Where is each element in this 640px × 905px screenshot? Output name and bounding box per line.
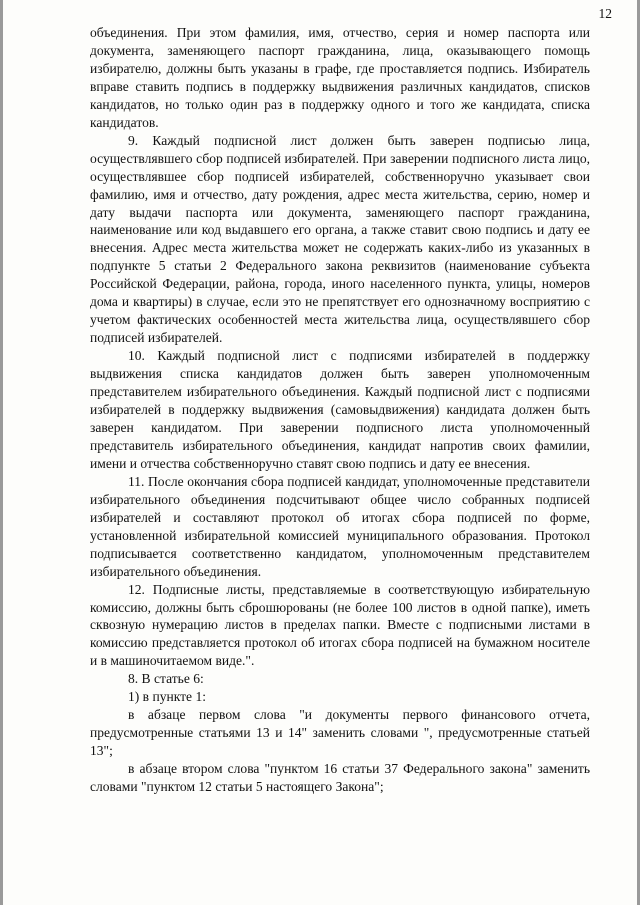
paragraph-amendment-first: в абзаце первом слова "и документы первого финансового отчета, предусмотренные статьями 13 и 14" заменить словами ", предусмотренные статьей 13"; — [90, 707, 590, 759]
paragraph-article-6-heading: 8. В статье 6: — [128, 671, 204, 687]
document-body — [90, 24, 590, 796]
paragraph-item-9: 9. Каждый подписной лист должен быть заверен подписью лица, осуществлявшего сбор подписей избирателей. При заверении подписного листа лицо, осуществлявшее сбор подписей избирателей, собственноручно указывает свои фамилию, имя и отчество, дату рождения, адрес места жительства, серию, номер и дату выдачи паспорта или документа, заменяющего паспорт гражданина, наименование или код выдавшего его органа, а также ставит свою подпись и дату ее внесения. Адрес места жительства может не содержать каких-либо из указанных в подпункте 5 статьи 2 Федерального закона реквизитов (наименование субъекта Российской Федерации, района, города, иного населенного пункта, улицы, номеров дома и квартиры) в случае, если это не препятствует его однозначному восприятию с учетом фактических особенностей места жительства лица, осуществлявшего сбор подписей избирателей. — [90, 132, 590, 346]
paragraph-item-10: 10. Каждый подписной лист с подписями избирателей в поддержку выдвижения списка кандидатов должен быть заверен уполномоченным представителем избирательного объединения. Каждый подписной лист с подписями избирателей в поддержку выдвижения (самовыдвижения) кандидата должен быть заверен кандидатом. При заверении подписного листа уполномоченный представитель избирательного объединения, кандидат напротив своих фамилии, имени и отчества собственноручно ставят свою подпись и дату ее внесения. — [90, 348, 590, 471]
paragraph-subitem-1: 1) в пункте 1: — [128, 689, 206, 705]
paragraph-amendment-second: в абзаце втором слова "пунктом 16 статьи 37 Федерального закона" заменить словами "пунктом 12 статьи 5 настоящего Закона"; — [90, 761, 590, 795]
paragraph-continuation: объединения. При этом фамилия, имя, отчество, серия и номер паспорта или документа, заменяющего паспорт гражданина, лица, оказывающего помощь избирателю, должны быть указаны в графе, где проставляется подпись. Избиратель вправе ставить подпись в поддержку выдвижения различных кандидатов, списков кандидатов, но только один раз в поддержку одного и того же кандидата, списка кандидатов. — [90, 25, 590, 130]
scan-edge-left — [0, 0, 3, 905]
page-number: 12 — [598, 6, 612, 21]
paragraph-item-12: 12. Подписные листы, представляемые в соответствующую избирательную комиссию, должны быть сброшюрованы (не более 100 листов в одной папке), иметь сквозную нумерацию листов в пределах папки. Вместе с подписными листами в комиссию представляется протокол об итогах сбора подписей на бумажном носителе и в машиночитаемом виде.". — [90, 581, 590, 669]
paragraph-item-11: 11. После окончания сбора подписей кандидат, уполномоченные представители избирательного объединения подсчитывают общее число собранных подписей избирателей и составляют протокол об итогах сбора подписей по форме, установленной избирательной комиссией муниципального образования. Протокол подписывается соответственно кандидатом, уполномоченным представителем избирательного объединения. — [90, 473, 590, 579]
